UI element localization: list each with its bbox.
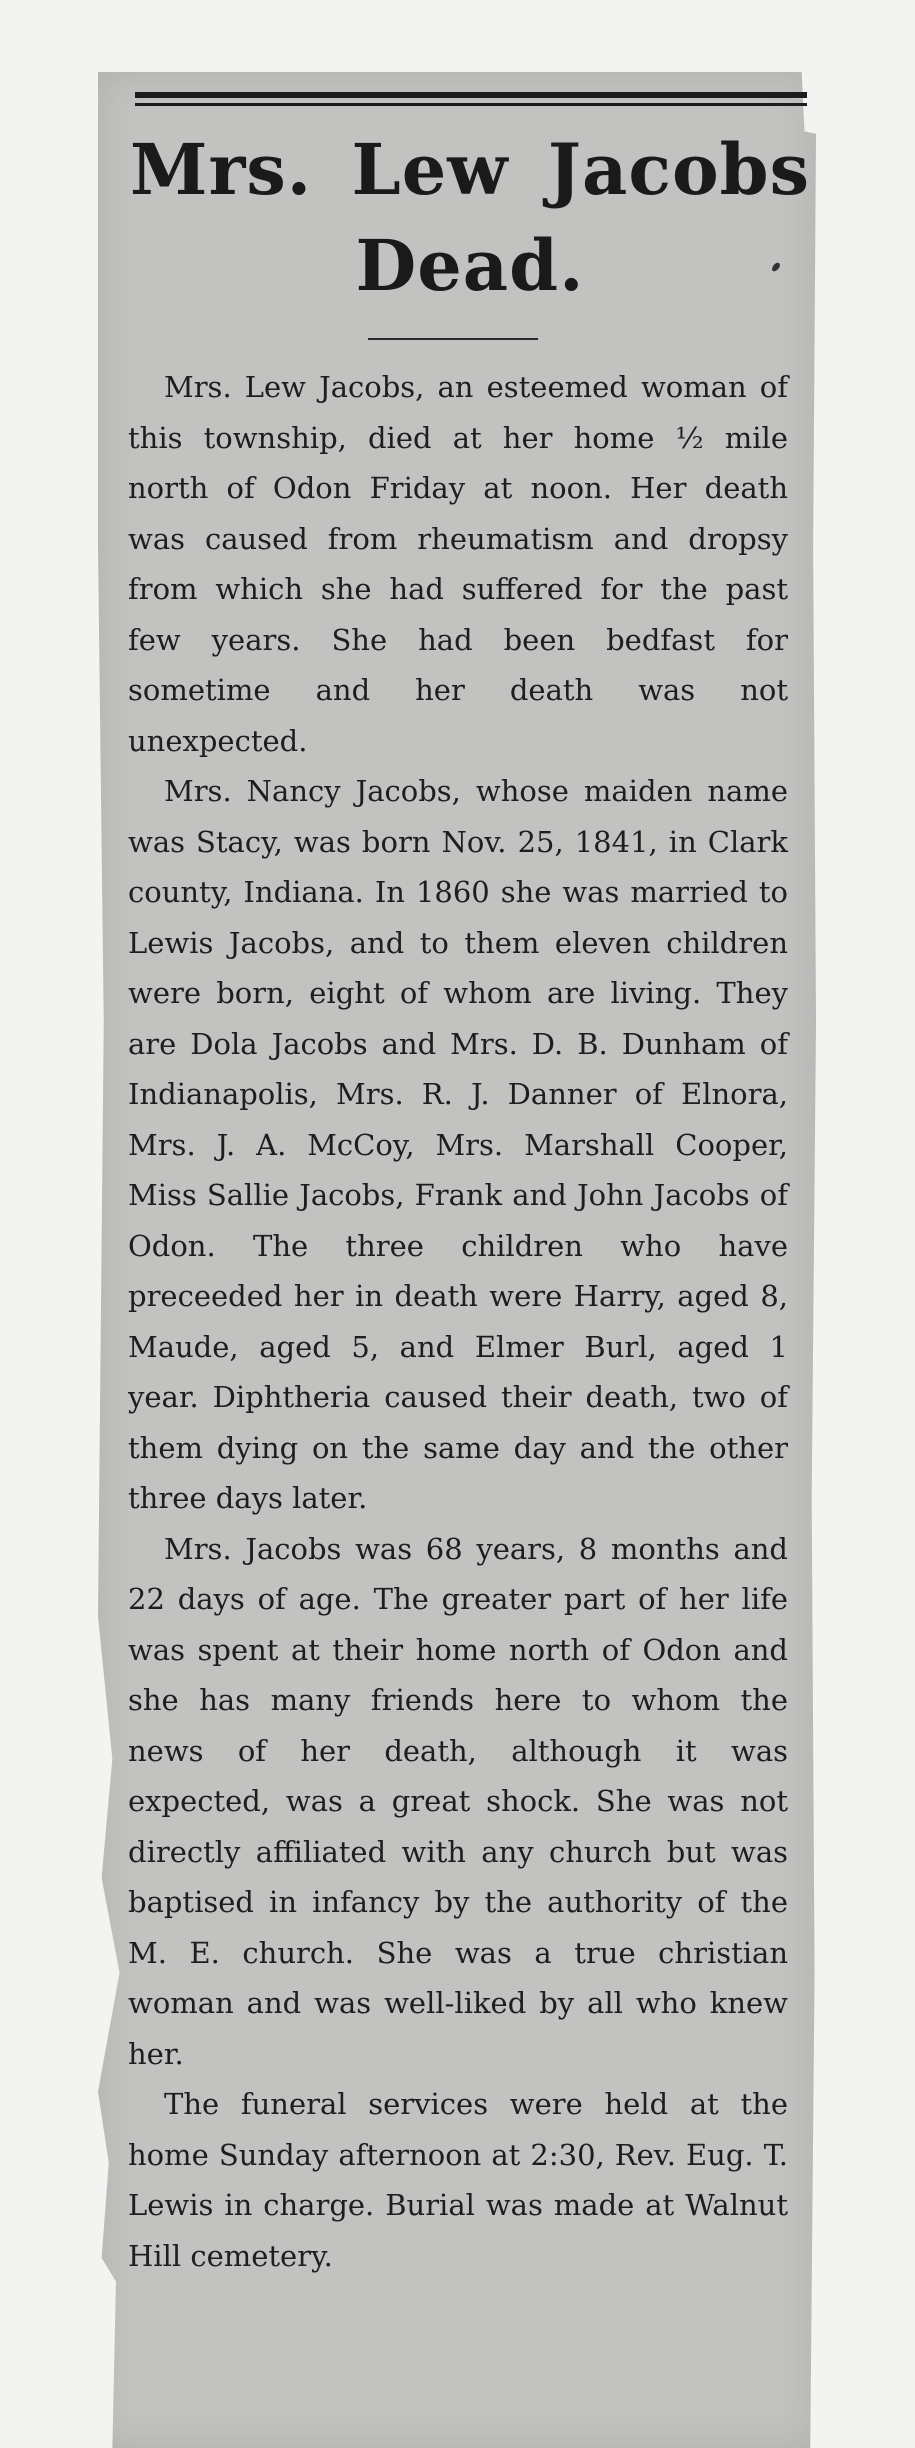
- headline: [120, 122, 820, 314]
- article-body: [128, 362, 788, 2281]
- column-top-rule: [135, 92, 807, 106]
- headline-line-1: Mrs. Lew Jacobs: [129, 128, 811, 211]
- article-paragraph-4: The funeral services were held at the home Sunday afternoon at 2:30, Rev. Eug. T. Lewis in charge. Burial was made at Walnut Hill cemetery.: [128, 2087, 788, 2273]
- headline-line-2: Dead.: [355, 224, 585, 307]
- article-paragraph-1: Mrs. Lew Jacobs, an esteemed woman of this township, died at her home ½ mile north of Odon Friday at noon. Her death was caused from rheumatism and dropsy from which she had suffered for the past few years. She had been bedfast for sometime and her death was not unexpected.: [128, 370, 788, 758]
- article-paragraph-2: Mrs. Nancy Jacobs, whose maiden name was Stacy, was born Nov. 25, 1841, in Clark county, Indiana. In 1860 she was married to Lewis Jacobs, and to them eleven children were born, eight of whom are living. They are Dola Jacobs and Mrs. D. B. Dunham of Indianapolis, Mrs. R. J. Danner of Elnora, Mrs. J. A. McCoy, Mrs. Marshall Cooper, Miss Sallie Jacobs, Frank and John Jacobs of Odon. The three children who have preceeded her in death were Harry, aged 8, Maude, aged 5, and Elmer Burl, aged 1 year. Diphtheria caused their death, two of them dying on the same day and the other three days later.: [128, 774, 788, 1515]
- headline-divider: [368, 338, 538, 340]
- article-paragraph-3: Mrs. Jacobs was 68 years, 8 months and 22 days of age. The greater part of her life was spent at their home north of Odon and she has many friends here to whom the news of her death, although it was expected, was a great shock. She was not directly affiliated with any church but was baptised in infancy by the authority of the M. E. church. She was a true christian woman and was well-liked by all who knew her.: [128, 1531, 788, 2071]
